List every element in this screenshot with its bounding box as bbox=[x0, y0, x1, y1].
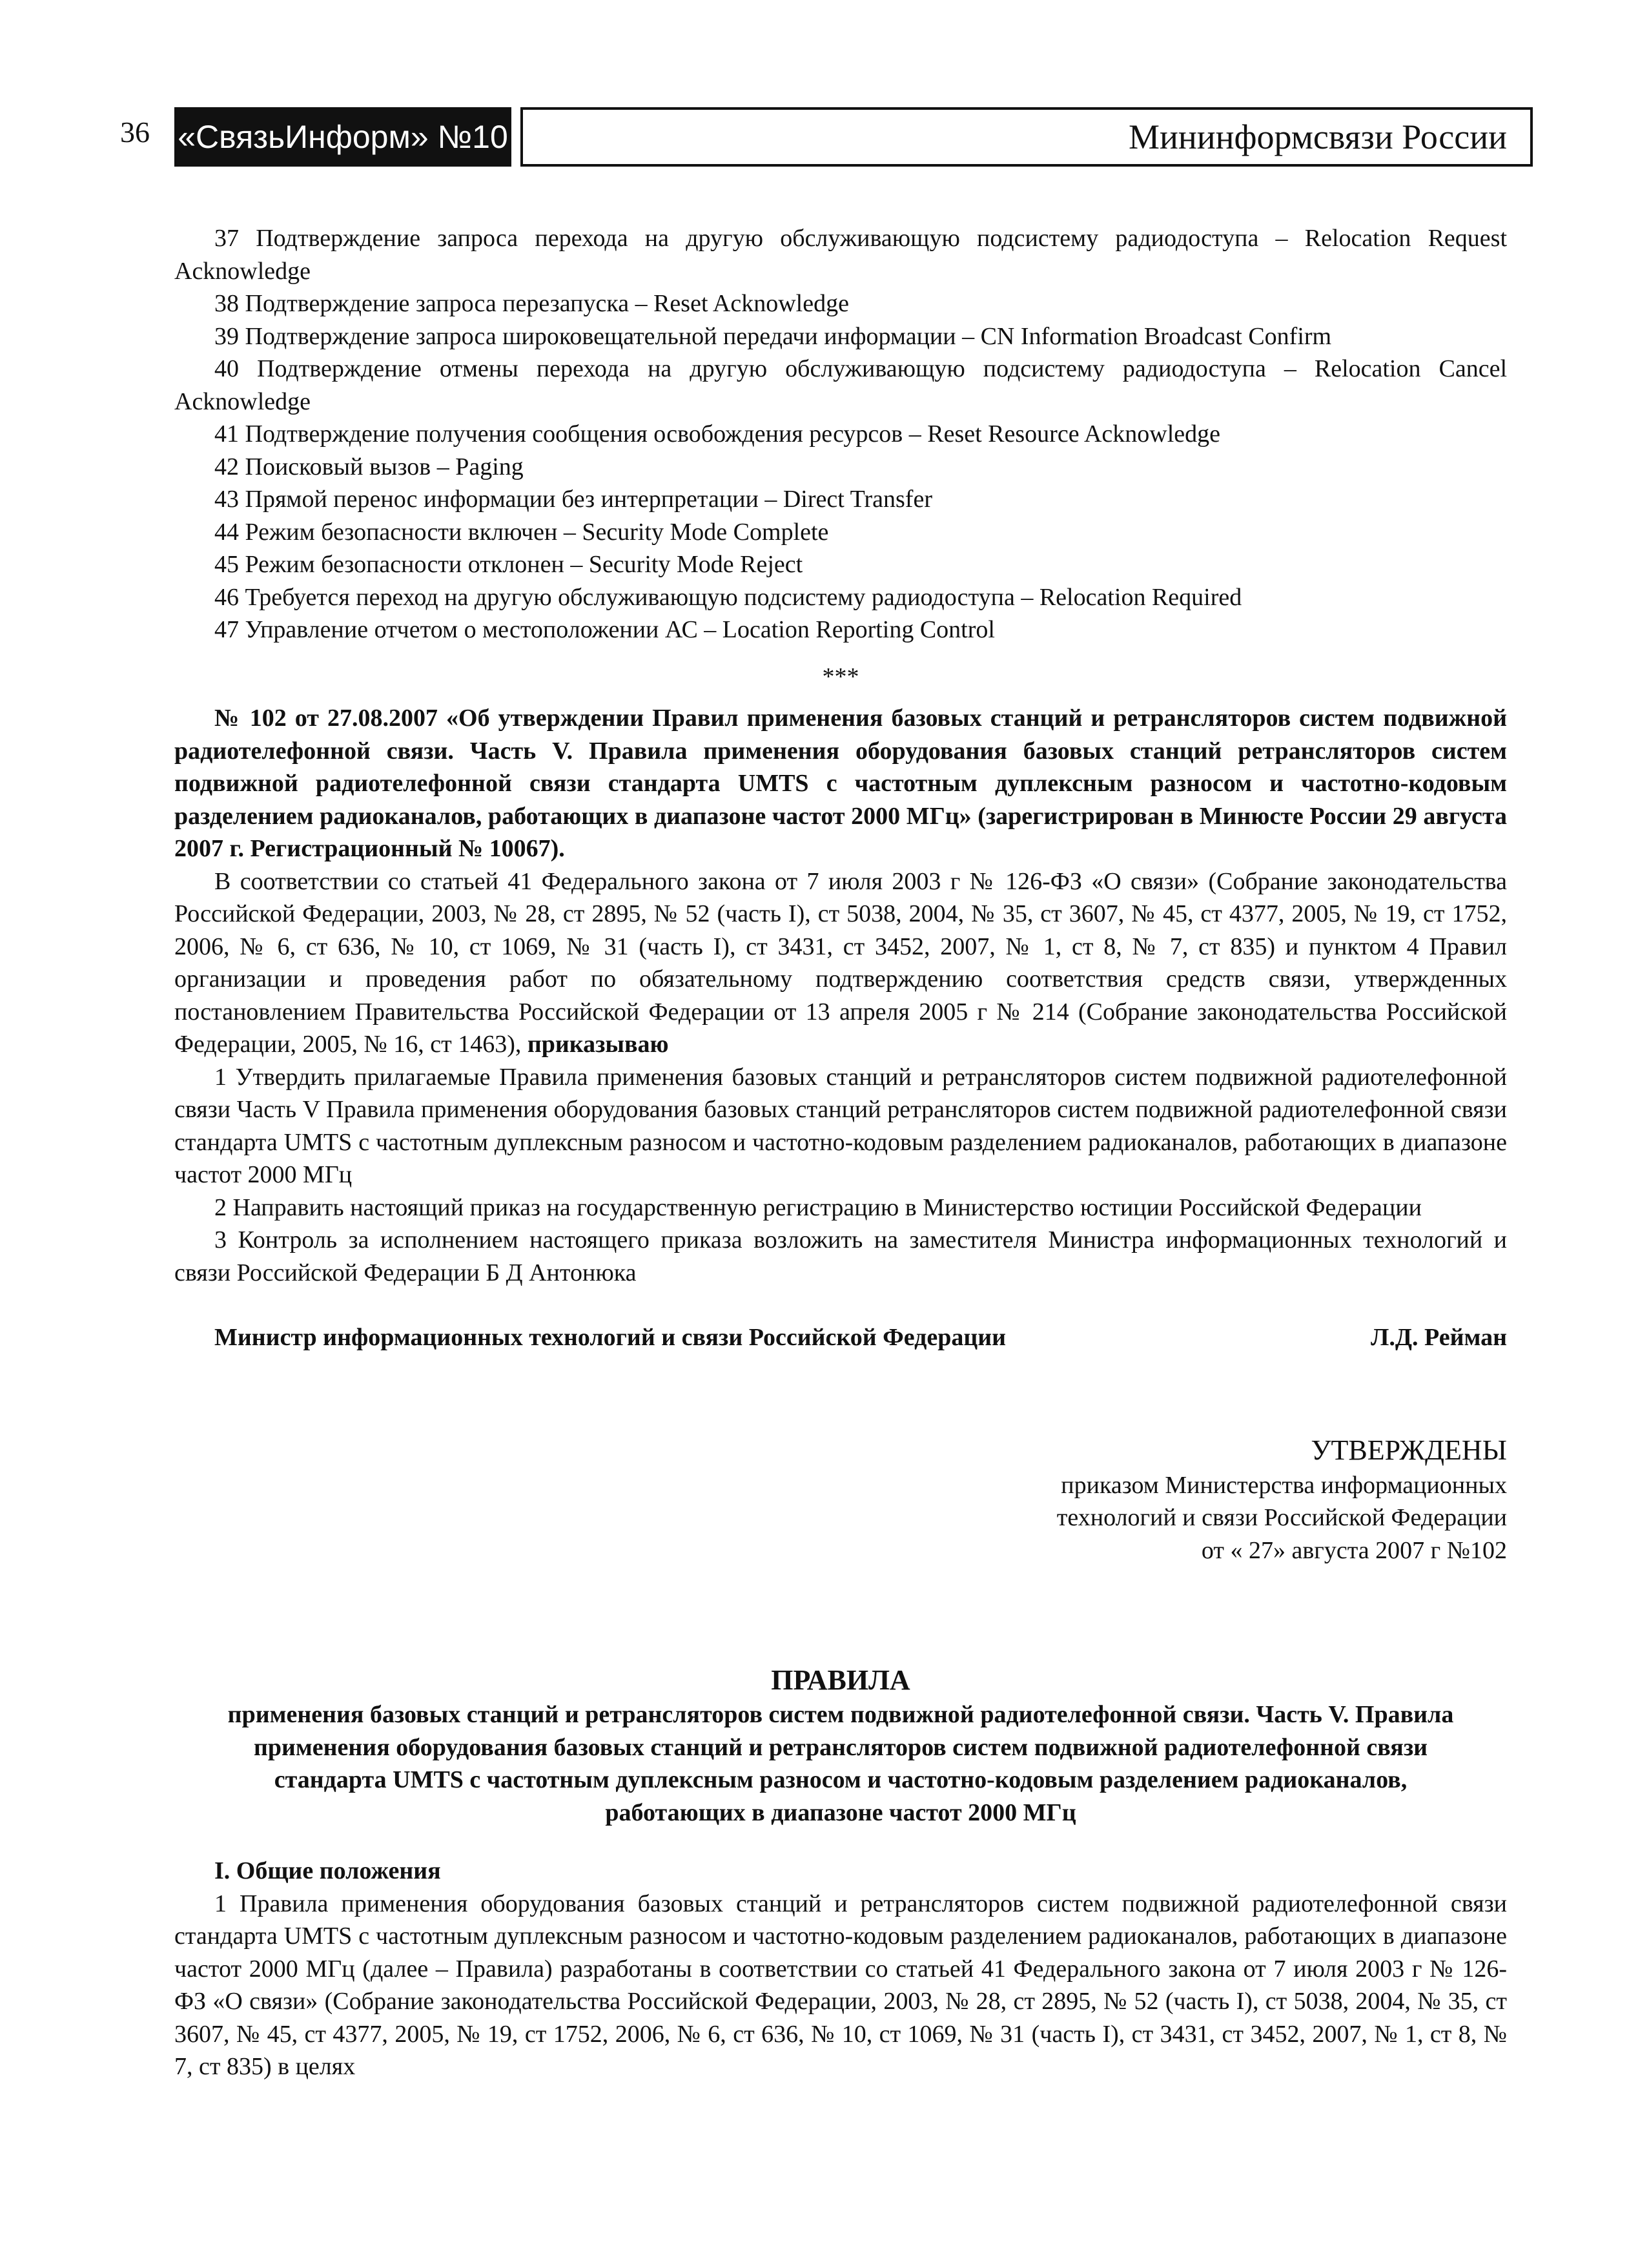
document-body bbox=[174, 222, 1507, 2083]
list-item: 37 Подтверждение запроса перехода на другую обслуживающую подсистему радиодоступа – Relocation Request Acknowledge bbox=[174, 225, 1507, 285]
page-number: 36 bbox=[120, 116, 150, 149]
section-paragraph: 1 Правила применения оборудования базовых станций и ретрансляторов систем подвижной радиотелефонной связи стандарта UMTS с частотным дуплексным разносом и частотно-кодовым разделением радиоканалов, работающих в диапазоне частот 2000 МГц (далее – Правила) разработаны в соответствии со статьей 41 Федерального закона от 7 июля 2003 г № 126-ФЗ «О связи» (Собрание законодательства Российской Федерации, 2003, № 28, ст 2895, № 52 (часть I), ст 5038, 2004, № 35, ст 3607, № 45, ст 4377, 2005, № 19, ст 1752, 2006, № 6, ст 636, № 10, ст 1069, № 31 (часть I), ст 3431, ст 3452, 2007, № 1, ст 8, № 7, ст 835) в целях bbox=[174, 1890, 1507, 2080]
ministry-header-box: Мининформсвязи России bbox=[520, 107, 1533, 167]
list-item: 44 Режим безопасности включен – Security Mode Complete bbox=[214, 518, 829, 546]
order-point: 2 Направить настоящий приказ на государственную регистрацию в Министерство юстиции Российской Федерации bbox=[214, 1193, 1422, 1221]
list-item: 39 Подтверждение запроса широковещательной передачи информации – CN Information Broadcast Confirm bbox=[214, 322, 1332, 350]
section-heading: I. Общие положения bbox=[214, 1857, 441, 1884]
rules-title-block bbox=[174, 1662, 1507, 1829]
signature-block bbox=[174, 1321, 1507, 1354]
order-preamble bbox=[174, 865, 1507, 1061]
rules-subtitle: применения базовых станций и ретрансляторов систем подвижной радиотелефонной связи. Часть V. Правила применения оборудования базовых станций и ретрансляторов систем подвижной радиотелефонной связи стандарта UMTS с частотным дуплексным разносом и частотно-кодовым разделением радиоканалов, работающих в диапазоне частот 2000 МГц bbox=[227, 1701, 1454, 1826]
list-item: 42 Поисковый вызов – Paging bbox=[214, 453, 524, 480]
section-separator: *** bbox=[822, 663, 859, 690]
list-item: 45 Режим безопасности отклонен – Security Mode Reject bbox=[214, 551, 803, 578]
decree-word: приказываю bbox=[527, 1031, 669, 1058]
order-title: № 102 от 27.08.2007 «Об утверждении Правил применения базовых станций и ретрансляторов систем подвижной радиотелефонной связи. Часть V. Правила применения оборудования базовых станций ретрансляторов систем подвижной радиотелефонной связи стандарта UMTS с частотным дуплексным разносом и частотно-кодовым разделением радиоканалов, работающих в диапазоне частот 2000 МГц» (зарегистрирован в Минюсте России 29 августа 2007 г. Регистрационный № 10067). bbox=[174, 705, 1507, 862]
signature-position: Министр информационных технологий и связи Российской Федерации bbox=[214, 1324, 1007, 1351]
definitions-list bbox=[174, 222, 1507, 646]
order-point: 1 Утвердить прилагаемые Правила применения базовых станций и ретрансляторов систем подвижной радиотелефонной связи Часть V Правила применения оборудования базовых станций ретрансляторов систем подвижной радиотелефонной связи стандарта UMTS с частотным дуплексным разносом и частотно-кодовым разделением радиоканалов, работающих в диапазоне частот 2000 МГц bbox=[174, 1063, 1507, 1188]
approval-heading: УТВЕРЖДЕНЫ bbox=[1311, 1434, 1507, 1466]
signature-name: Л.Д. Рейман bbox=[1371, 1324, 1507, 1351]
list-item: 46 Требуется переход на другую обслуживающую подсистему радиодоступа – Relocation Required bbox=[214, 583, 1242, 611]
approval-line: приказом Министерства информационных bbox=[1061, 1471, 1507, 1499]
list-item: 38 Подтверждение запроса перезапуска – Reset Acknowledge bbox=[214, 290, 849, 317]
magazine-title-box: «СвязьИнформ» №10 bbox=[174, 107, 511, 167]
list-item: 47 Управление отчетом о местоположении АС – Location Reporting Control bbox=[214, 616, 995, 643]
approval-line: технологий и связи Российской Федерации bbox=[1056, 1504, 1507, 1531]
rules-title: ПРАВИЛА bbox=[771, 1664, 910, 1696]
preamble-text: В соответствии со статьей 41 Федерального закона от 7 июля 2003 г № 126-ФЗ «О связи» (Собрание законодательства Российской Федерации, 2003, № 28, ст 2895, № 52 (часть I), ст 5038, 2004, № 35, ст 3607, № 45, ст 4377, 2005, № 19, ст 1752, 2006, № 6, ст 636, № 10, ст 1069, № 31 (часть I), ст 3431, ст 3452, 2007, № 1, ст 8, № 7, ст 835) и пунктом 4 Правил организации и проведения работ по обязательному подтверждению соответствия средств связи, утвержденных постановлением Правительства Российской Федерации от 13 апреля 2005 г № 214 (Собрание законодательства Российской Федерации, 2005, № 16, ст 1463), bbox=[174, 867, 1507, 1058]
approval-stamp bbox=[174, 1432, 1507, 1567]
list-item: 41 Подтверждение получения сообщения освобождения ресурсов – Reset Resource Acknowledge bbox=[214, 420, 1220, 448]
order-point: 3 Контроль за исполнением настоящего приказа возложить на заместителя Министра информационных технологий и связи Российской Федерации Б Д Антонюка bbox=[174, 1226, 1507, 1286]
list-item: 40 Подтверждение отмены перехода на другую обслуживающую подсистему радиодоступа – Relocation Cancel Acknowledge bbox=[174, 355, 1507, 415]
list-item: 43 Прямой перенос информации без интерпретации – Direct Transfer bbox=[214, 486, 932, 513]
approval-line: от « 27» августа 2007 г №102 bbox=[1201, 1536, 1507, 1564]
